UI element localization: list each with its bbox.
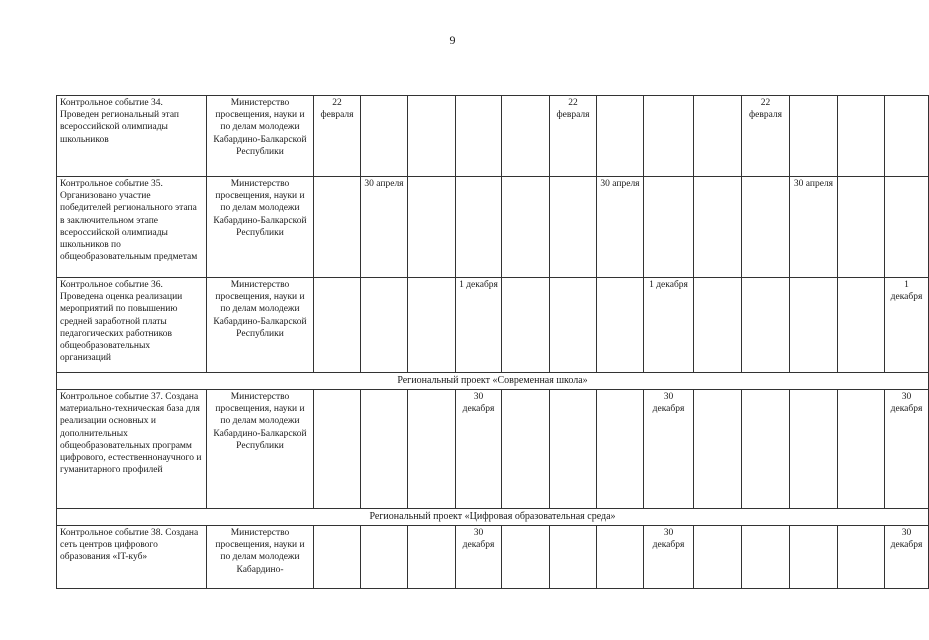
deadline-cell: 22 февраля — [742, 96, 790, 177]
deadline-cell — [644, 177, 694, 278]
deadline-cell: 22 февраля — [550, 96, 597, 177]
event-description: Контрольное событие 38. Создана сеть центров цифрового образования «IT-куб» — [57, 526, 207, 589]
deadline-cell — [408, 390, 456, 509]
deadline-cell — [550, 390, 597, 509]
table-row — [57, 177, 929, 278]
deadline-cell — [314, 278, 361, 373]
deadline-cell — [456, 96, 502, 177]
deadline-cell — [550, 526, 597, 589]
deadline-cell — [502, 96, 550, 177]
deadline-cell — [361, 278, 408, 373]
deadline-cell — [597, 526, 644, 589]
deadline-cell — [742, 278, 790, 373]
deadline-cell — [597, 278, 644, 373]
deadline-cell — [502, 526, 550, 589]
deadline-cell — [790, 278, 838, 373]
deadline-cell — [742, 177, 790, 278]
deadline-cell — [408, 96, 456, 177]
responsible-executor: Министерство просвещения, науки и по делам молодежи Кабардино-Балкарской Республики — [207, 177, 314, 278]
deadline-cell — [456, 177, 502, 278]
deadline-cell — [361, 96, 408, 177]
event-description: Контрольное событие 35. Организовано участие победителей регионального этапа в заключительном этапе всероссийской олимпиады школьников по общеобразовательным предметам — [57, 177, 207, 278]
deadline-cell — [361, 390, 408, 509]
event-description: Контрольное событие 36. Проведена оценка реализации мероприятий по повышению средней заработной платы педагогических работников общеобразовательных организаций — [57, 278, 207, 373]
deadline-cell — [742, 390, 790, 509]
deadline-cell — [694, 177, 742, 278]
deadline-cell — [597, 390, 644, 509]
deadline-cell: 30 декабря — [456, 526, 502, 589]
deadline-cell — [838, 526, 885, 589]
deadline-cell: 1 декабря — [644, 278, 694, 373]
deadline-cell — [838, 96, 885, 177]
deadline-cell — [408, 177, 456, 278]
deadline-cell — [694, 390, 742, 509]
deadline-cell — [644, 96, 694, 177]
deadline-cell — [550, 177, 597, 278]
section-title: Региональный проект «Цифровая образовательная среда» — [57, 509, 929, 526]
deadline-cell — [742, 526, 790, 589]
deadline-cell — [885, 96, 929, 177]
table-row — [57, 526, 929, 589]
deadline-cell: 1 декабря — [885, 278, 929, 373]
deadline-cell — [790, 390, 838, 509]
deadline-cell — [597, 96, 644, 177]
table-row — [57, 96, 929, 177]
deadline-cell: 22 февраля — [314, 96, 361, 177]
control-events-table — [56, 95, 929, 589]
responsible-executor: Министерство просвещения, науки и по делам молодежи Кабардино-Балкарской Республики — [207, 278, 314, 373]
event-description: Контрольное событие 34. Проведен региональный этап всероссийской олимпиады школьников — [57, 96, 207, 177]
deadline-cell — [502, 278, 550, 373]
deadline-cell: 30 апреля — [790, 177, 838, 278]
deadline-cell: 1 декабря — [456, 278, 502, 373]
section-header-row — [57, 373, 929, 390]
deadline-cell — [694, 278, 742, 373]
deadline-cell: 30 декабря — [644, 526, 694, 589]
deadline-cell — [694, 96, 742, 177]
deadline-cell — [408, 278, 456, 373]
deadline-cell — [694, 526, 742, 589]
deadline-cell — [838, 278, 885, 373]
deadline-cell — [361, 526, 408, 589]
section-header-row — [57, 509, 929, 526]
deadline-cell: 30 апреля — [361, 177, 408, 278]
deadline-cell — [790, 96, 838, 177]
deadline-cell: 30 декабря — [644, 390, 694, 509]
deadline-cell — [314, 526, 361, 589]
deadline-cell — [838, 390, 885, 509]
deadline-cell — [408, 526, 456, 589]
section-title: Региональный проект «Современная школа» — [57, 373, 929, 390]
event-description: Контрольное событие 37. Создана материально-техническая база для реализации основных и дополнительных общеобразовательных программ цифрового, естественнонаучного и гуманитарного профилей — [57, 390, 207, 509]
table-row — [57, 278, 929, 373]
deadline-cell — [502, 177, 550, 278]
responsible-executor: Министерство просвещения, науки и по делам молодежи Кабардино- — [207, 526, 314, 589]
deadline-cell — [550, 278, 597, 373]
deadline-cell: 30 декабря — [885, 526, 929, 589]
responsible-executor: Министерство просвещения, науки и по делам молодежи Кабардино-Балкарской Республики — [207, 390, 314, 509]
deadline-cell: 30 апреля — [597, 177, 644, 278]
deadline-cell: 30 декабря — [885, 390, 929, 509]
deadline-cell — [838, 177, 885, 278]
deadline-cell — [314, 390, 361, 509]
deadline-cell — [502, 390, 550, 509]
deadline-cell: 30 декабря — [456, 390, 502, 509]
deadline-cell — [314, 177, 361, 278]
deadline-cell — [790, 526, 838, 589]
table-row — [57, 390, 929, 509]
responsible-executor: Министерство просвещения, науки и по делам молодежи Кабардино-Балкарской Республики — [207, 96, 314, 177]
page-number: 9 — [449, 33, 456, 47]
deadline-cell — [885, 177, 929, 278]
